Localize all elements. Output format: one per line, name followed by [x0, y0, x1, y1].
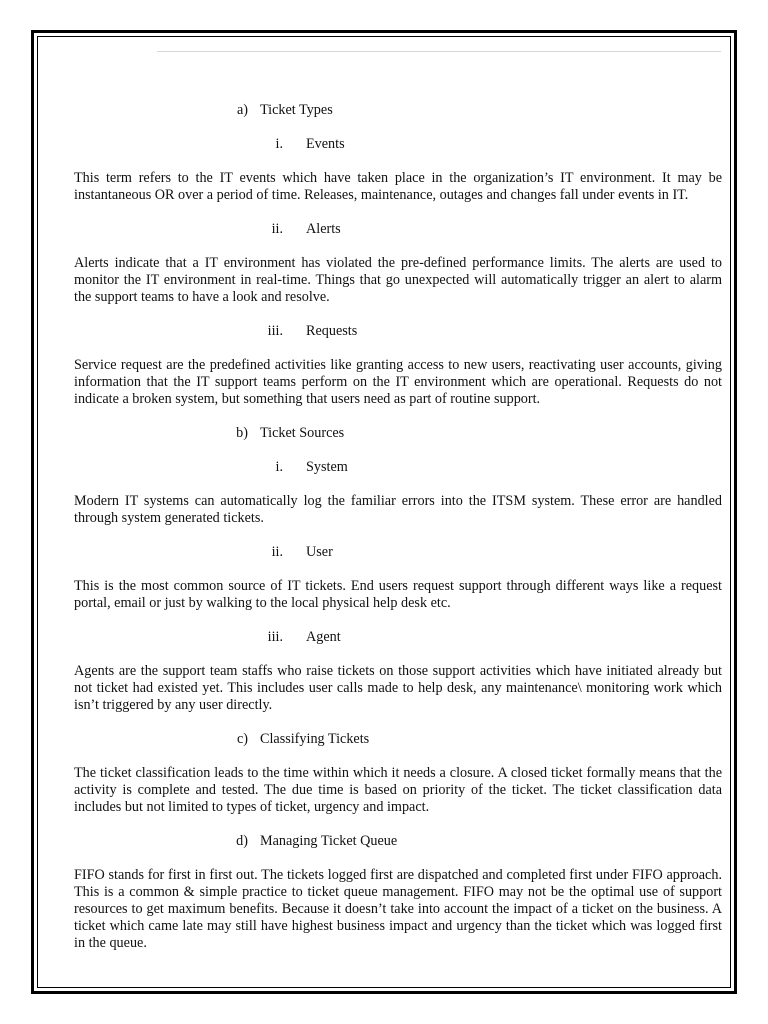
- subsection-heading-events: [74, 136, 722, 153]
- subsection-title: User: [306, 544, 333, 560]
- subsection-marker: ii.: [271, 221, 283, 237]
- subsection-marker: ii.: [271, 544, 283, 560]
- subsection-heading-alerts: [74, 221, 722, 238]
- section-marker: a): [236, 102, 248, 118]
- section-title: Managing Ticket Queue: [260, 833, 398, 849]
- subsection-title: Requests: [306, 323, 358, 339]
- section-title: Ticket Sources: [260, 425, 345, 441]
- section-title: Classifying Tickets: [260, 731, 370, 747]
- subsection-heading-requests: [74, 323, 722, 340]
- subsection-title: Alerts: [306, 221, 341, 237]
- paragraph-events: This term refers to the IT events which have taken place in the organization’s IT environment. It may be instantaneous OR over a period of time. Releases, maintenance, outages and changes fall under events in IT.: [74, 170, 722, 203]
- paragraph-classifying-tickets: The ticket classification leads to the time within which it needs a closure. A closed ticket formally means that the activity is complete and tested. The due time is based on priority of the ticket. The ticket classification data includes but not limited to types of ticket, urgency and impact.: [74, 765, 722, 815]
- document-body: [74, 102, 722, 952]
- paragraph-alerts: Alerts indicate that a IT environment has violated the pre-defined performance limits. The alerts are used to monitor the IT environment in real-time. Things that go unexpected will automatically trigger an alert to alarm the support teams to have a look and resolve.: [74, 255, 722, 305]
- section-heading-ticket-sources: [74, 425, 722, 442]
- subsection-title: Events: [306, 136, 345, 152]
- subsection-heading-user: [74, 544, 722, 561]
- header-rule: [157, 51, 721, 52]
- paragraph-agent: Agents are the support team staffs who raise tickets on those support activities which have initiated already but not ticket had existed yet. This includes user calls made to help desk, any maintenance\ monitoring work which isn’t triggered by any user directly.: [74, 663, 722, 713]
- section-heading-managing-ticket-queue: [74, 833, 722, 850]
- subsection-marker: i.: [275, 136, 283, 152]
- section-marker: b): [236, 425, 248, 441]
- subsection-marker: iii.: [267, 629, 283, 645]
- subsection-heading-system: [74, 459, 722, 476]
- paragraph-managing-ticket-queue: FIFO stands for first in first out. The tickets logged first are dispatched and completed first under FIFO approach. This is a common & simple practice to ticket queue management. FIFO may not be the optimal use of support resources to get maximum benefits. Because it doesn’t take into account the impact of a ticket on the business. A ticket which came late may still have highest business impact and urgency than the ticket which was logged first in the queue.: [74, 867, 722, 951]
- subsection-title: System: [306, 459, 348, 475]
- paragraph-requests: Service request are the predefined activities like granting access to new users, reactivating user accounts, giving information that the IT support teams perform on the IT environment which are operational. Requests do not indicate a broken system, but something that users need as part of routine support.: [74, 357, 722, 407]
- section-title: Ticket Types: [260, 102, 333, 118]
- subsection-title: Agent: [306, 629, 341, 645]
- section-marker: c): [236, 731, 248, 747]
- paragraph-system: Modern IT systems can automatically log the familiar errors into the ITSM system. These error are handled through system generated tickets.: [74, 493, 722, 526]
- subsection-marker: i.: [275, 459, 283, 475]
- subsection-marker: iii.: [267, 323, 283, 339]
- section-heading-ticket-types: [74, 102, 722, 119]
- section-marker: d): [236, 833, 248, 849]
- section-heading-classifying-tickets: [74, 731, 722, 748]
- paragraph-user: This is the most common source of IT tickets. End users request support through different ways like a request portal, email or just by walking to the local physical help desk etc.: [74, 578, 722, 611]
- subsection-heading-agent: [74, 629, 722, 646]
